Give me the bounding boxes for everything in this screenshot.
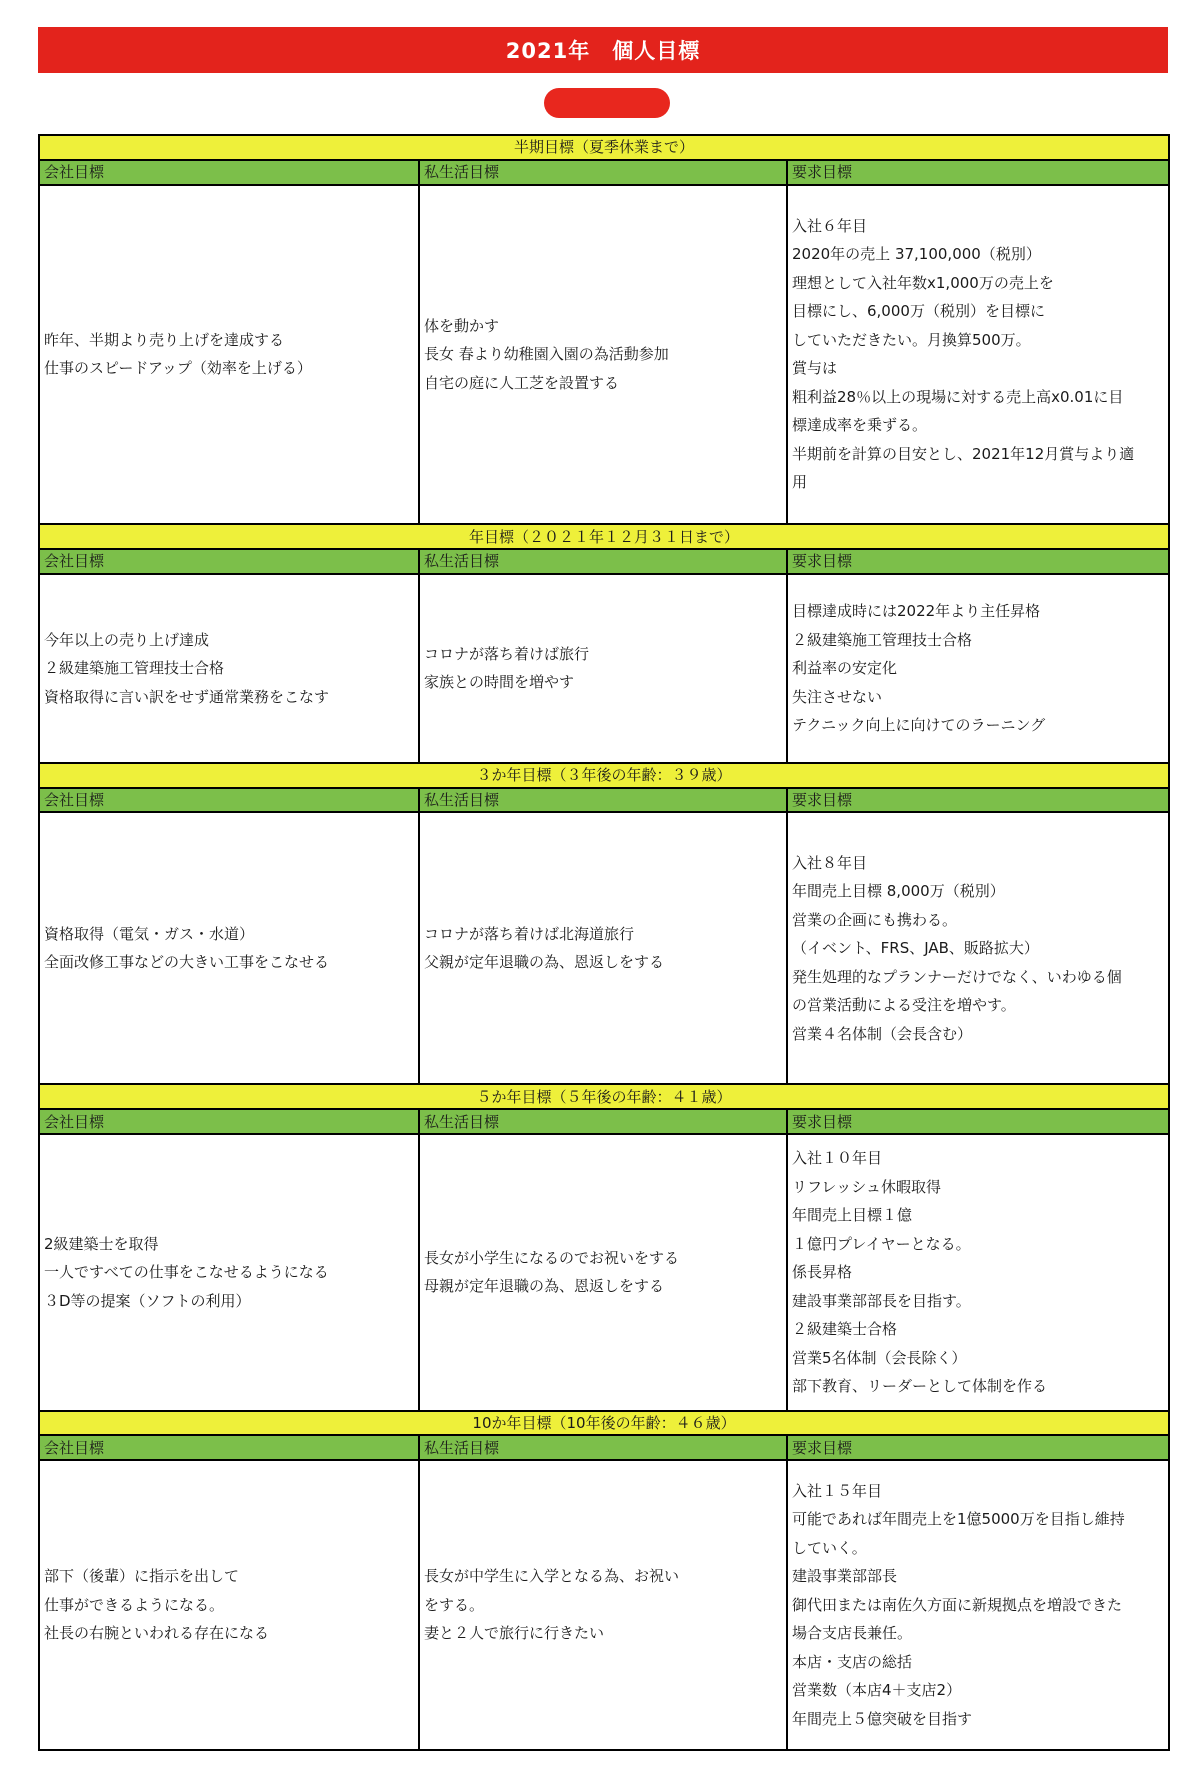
goal-line: 仕事のスピードアップ（効率を上げる）: [44, 359, 312, 378]
goal-line: 2級建築士を取得: [44, 1234, 159, 1253]
goal-line: 目標にし、6,000万（税別）を目標に: [792, 302, 1045, 321]
goal-line: ２級建築施工管理技士合格: [792, 630, 973, 649]
company-goals-cell: [39, 185, 419, 524]
goal-line: 資格取得に言い訳をせず通常業務をこなす: [44, 687, 330, 706]
goal-line: 入社１０年目: [792, 1149, 883, 1168]
goal-line: 妻と２人で旅行に行きたい: [424, 1624, 605, 1643]
goal-line: 仕事ができるようになる。: [44, 1595, 225, 1614]
goals-table: [38, 134, 1170, 1751]
company-goal-header: 会社目標: [39, 1435, 419, 1460]
goal-line: 半期前を計算の目安とし、2021年12月賞与より適: [792, 444, 1135, 463]
redaction-mark: [544, 88, 670, 118]
goal-line: 今年以上の売り上げ達成: [44, 630, 210, 649]
section-heading: 半期目標（夏季休業まで）: [39, 135, 1169, 160]
goal-line: 家族との時間を増やす: [424, 673, 575, 692]
required-goal-header: 要求目標: [787, 1109, 1169, 1134]
goal-line: 本店・支店の総括: [792, 1652, 913, 1671]
company-goals-cell: [39, 1134, 419, 1411]
required-goals-cell: [787, 1134, 1169, 1411]
private-goal-header: 私生活目標: [419, 1109, 787, 1134]
goal-line: １億円プレイヤーとなる。: [792, 1234, 971, 1253]
goal-line: 御代田または南佐久方面に新規拠点を増設できた: [792, 1595, 1123, 1614]
goal-line: 長女 春より幼稚園入園の為活動参加: [424, 345, 669, 364]
goal-line: 長女が小学生になるのでお祝いをする: [424, 1248, 680, 1267]
company-goal-header: 会社目標: [39, 788, 419, 813]
private-goal-header: 私生活目標: [419, 160, 787, 185]
private-goal-header: 私生活目標: [419, 549, 787, 574]
goal-line: 係長昇格: [792, 1263, 853, 1282]
goal-line: ２級建築士合格: [792, 1320, 898, 1339]
private-goal-header: 私生活目標: [419, 788, 787, 813]
goal-line: 用: [792, 473, 808, 492]
page-title-text: 2021年 個人目標: [505, 39, 701, 63]
required-goal-header: 要求目標: [787, 549, 1169, 574]
goal-line: コロナが落ち着けば北海道旅行: [424, 924, 635, 943]
required-goals-cell: [787, 812, 1169, 1084]
company-goals-cell: [39, 812, 419, 1084]
required-goal-header: 要求目標: [787, 788, 1169, 813]
private-goals-cell: [419, 574, 787, 763]
goal-line: 入社６年目: [792, 216, 868, 235]
goal-body-row: [39, 1134, 1169, 1411]
goal-line: 年間売上５億突破を目指す: [792, 1709, 973, 1728]
required-goals-cell: [787, 574, 1169, 763]
goal-line: 営業の企画にも携わる。: [792, 910, 958, 929]
goal-body-row: [39, 574, 1169, 763]
goal-line: 入社１５年目: [792, 1481, 883, 1500]
goal-line: 標達成率を乗ずる。: [792, 416, 928, 435]
goal-body-row: [39, 185, 1169, 524]
goal-line: 昨年、半期より売り上げを達成する: [44, 330, 285, 349]
goal-line: していく。: [792, 1538, 867, 1557]
column-header-row: [39, 549, 1169, 574]
goal-line: （イベント、FRS、JAB、販路拡大）: [792, 939, 1039, 958]
private-goals-cell: [419, 1134, 787, 1411]
section-heading-row: [39, 763, 1169, 788]
page-title: [38, 27, 1168, 73]
goal-line: 粗利益28％以上の現場に対する売上高x0.01に目: [792, 387, 1124, 406]
goal-line: 建設事業部部長: [792, 1567, 898, 1586]
goal-line: 全面改修工事などの大きい工事をこなせる: [44, 953, 330, 972]
goal-line: 営業４名体制（会長含む）: [792, 1024, 973, 1043]
company-goals-cell: [39, 1460, 419, 1750]
goal-line: 年間売上目標 8,000万（税別）: [792, 882, 1005, 901]
required-goal-header: 要求目標: [787, 1435, 1169, 1460]
goal-line: 賞与は: [792, 359, 838, 378]
section-heading-row: [39, 1411, 1169, 1436]
goal-line: 利益率の安定化: [792, 659, 898, 677]
section-heading-row: [39, 135, 1169, 160]
section-heading: 10か年目標（10年後の年齢：４６歳）: [39, 1411, 1169, 1436]
goal-line: リフレッシュ休暇取得: [792, 1177, 941, 1196]
required-goals-cell: [787, 185, 1169, 524]
goal-line: 体を動かす: [424, 316, 500, 335]
goal-line: 入社８年目: [792, 853, 868, 872]
company-goal-header: 会社目標: [39, 549, 419, 574]
goal-line: 自宅の庭に人工芝を設置する: [424, 373, 620, 392]
goal-line: テクニック向上に向けてのラーニング: [792, 716, 1046, 734]
private-goal-header: 私生活目標: [419, 1435, 787, 1460]
goal-line: 資格取得（電気・ガス・水道）: [44, 924, 255, 943]
section-heading: 年目標（２０２１年１２月３１日まで）: [39, 524, 1169, 549]
goal-line: 父親が定年退職の為、恩返しをする: [424, 953, 665, 972]
column-header-row: [39, 160, 1169, 185]
goal-line: コロナが落ち着けば旅行: [424, 644, 590, 663]
section-heading: ３か年目標（３年後の年齢：３９歳）: [39, 763, 1169, 788]
goal-line: 建設事業部部長を目指す。: [792, 1291, 971, 1310]
goal-line: 失注させない: [792, 687, 883, 706]
company-goals-cell: [39, 574, 419, 763]
goal-line: していただきたい。月換算500万。: [792, 330, 1031, 349]
column-header-row: [39, 1109, 1169, 1134]
private-goals-cell: [419, 185, 787, 524]
goal-line: 一人ですべての仕事をこなせるようになる: [44, 1263, 329, 1282]
column-header-row: [39, 1435, 1169, 1460]
goal-line: 長女が中学生に入学となる為、お祝い: [424, 1567, 680, 1586]
goal-line: 可能であれば年間売上を1億5000万を目指し維持: [792, 1510, 1125, 1529]
goal-line: 部下（後輩）に指示を出して: [44, 1567, 240, 1586]
goal-line: ２級建築施工管理技士合格: [44, 659, 225, 677]
goal-line: 理想として入社年数x1,000万の売上を: [792, 273, 1054, 292]
goal-line: 母親が定年退職の為、恩返しをする: [424, 1277, 665, 1296]
goal-line: の営業活動による受注を増やす。: [792, 996, 1016, 1015]
goal-line: 目標達成時には2022年より主任昇格: [792, 602, 1041, 620]
goal-line: ３D等の提案（ソフトの利用）: [44, 1291, 251, 1310]
section-heading: ５か年目標（５年後の年齢：４１歳）: [39, 1084, 1169, 1109]
private-goals-cell: [419, 1460, 787, 1750]
goals-table-body: [39, 135, 1169, 1750]
goal-line: 場合支店長兼任。: [792, 1624, 913, 1643]
required-goals-cell: [787, 1460, 1169, 1750]
goal-line: 営業数（本店4＋支店2）: [792, 1681, 962, 1700]
company-goal-header: 会社目標: [39, 160, 419, 185]
company-goal-header: 会社目標: [39, 1109, 419, 1134]
goal-line: 社長の右腕といわれる存在になる: [44, 1624, 270, 1643]
section-heading-row: [39, 1084, 1169, 1109]
goal-line: 発生処理的なプランナーだけでなく、いわゆる個: [792, 967, 1122, 986]
goal-body-row: [39, 812, 1169, 1084]
goal-line: 営業5名体制（会長除く）: [792, 1348, 967, 1367]
section-heading-row: [39, 524, 1169, 549]
goal-body-row: [39, 1460, 1169, 1750]
column-header-row: [39, 788, 1169, 813]
goal-line: 年間売上目標１億: [792, 1206, 913, 1225]
goal-line: をする。: [424, 1595, 485, 1614]
goal-line: 部下教育、リーダーとして体制を作る: [792, 1377, 1048, 1396]
goal-line: 2020年の売上 37,100,000（税別）: [792, 245, 1041, 264]
required-goal-header: 要求目標: [787, 160, 1169, 185]
private-goals-cell: [419, 812, 787, 1084]
